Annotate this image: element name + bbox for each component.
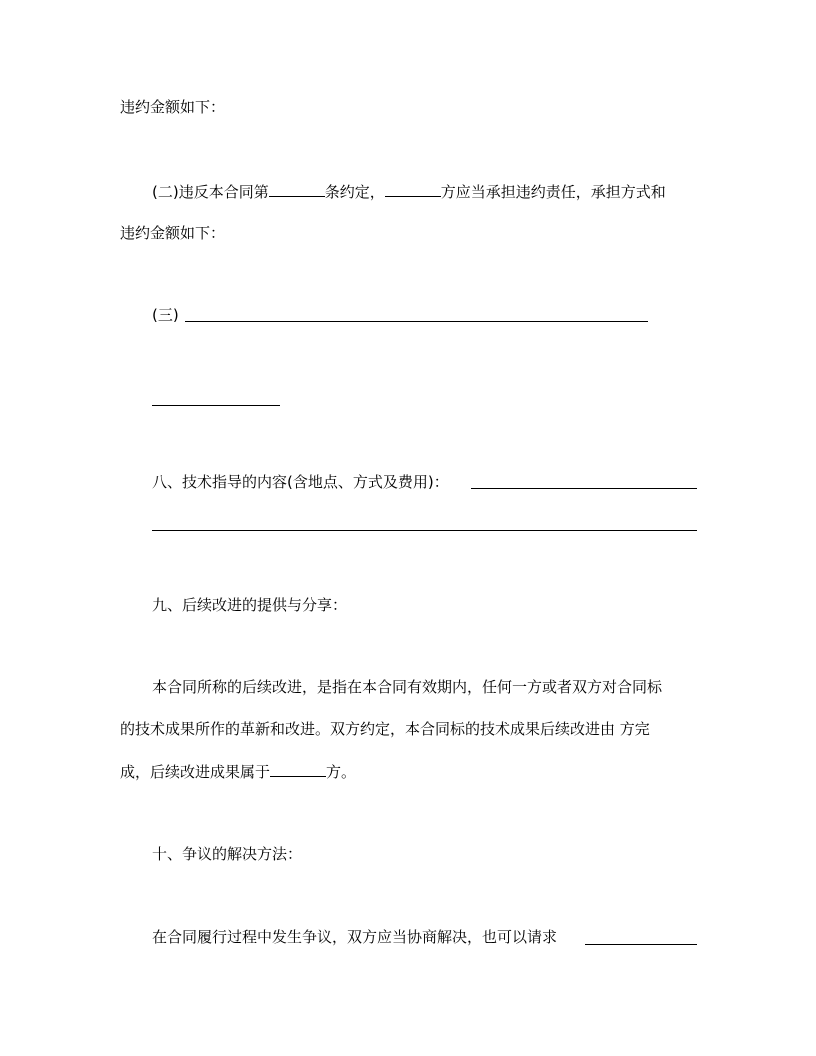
text-line	[152, 927, 557, 947]
blank-field[interactable]	[270, 761, 326, 777]
paragraph-text: 的技术成果所作的革新和改进。双方约定，本合同标的技术成果后续改进由 方完	[120, 720, 650, 738]
blank-line[interactable]	[152, 405, 280, 406]
paragraph-text: (三)	[152, 306, 179, 324]
blank-line[interactable]	[152, 530, 697, 531]
blank-field[interactable]	[269, 181, 325, 197]
paragraph-text: 十、争议的解决方法：	[152, 845, 303, 863]
blank-field[interactable]	[385, 181, 441, 197]
paragraph-text: 九、后续改进的提供与分享：	[152, 596, 348, 614]
text-line	[152, 677, 662, 697]
blank-line[interactable]	[585, 944, 697, 945]
text-line	[120, 97, 225, 117]
text-line	[152, 844, 302, 864]
paragraph-text: 在合同履行过程中发生争议，双方应当协商解决，也可以请求	[152, 928, 558, 946]
blank-line[interactable]	[471, 488, 697, 489]
text-line	[152, 595, 347, 615]
paragraph-text: 方。	[326, 763, 357, 781]
text-line	[120, 761, 356, 782]
text-line	[152, 181, 666, 202]
text-line	[152, 472, 449, 492]
text-line	[120, 719, 650, 739]
paragraph-text: 本合同所称的后续改进，是指在本合同有效期内，任何一方或者双方对合同标	[152, 678, 663, 696]
paragraph-text: 违约金额如下：	[120, 98, 226, 116]
text-line	[152, 305, 179, 325]
text-line	[120, 223, 225, 243]
paragraph-text: 成，后续改进成果属于	[120, 763, 271, 781]
paragraph-text: (二)违反本合同第	[152, 183, 269, 201]
paragraph-text: 方应当承担违约责任，承担方式和	[440, 183, 666, 201]
paragraph-text: 违约金额如下：	[120, 224, 226, 242]
paragraph-text: 八、技术指导的内容(含地点、方式及费用)：	[152, 473, 449, 491]
paragraph-text: 条约定，	[324, 183, 385, 201]
blank-line[interactable]	[185, 321, 648, 322]
